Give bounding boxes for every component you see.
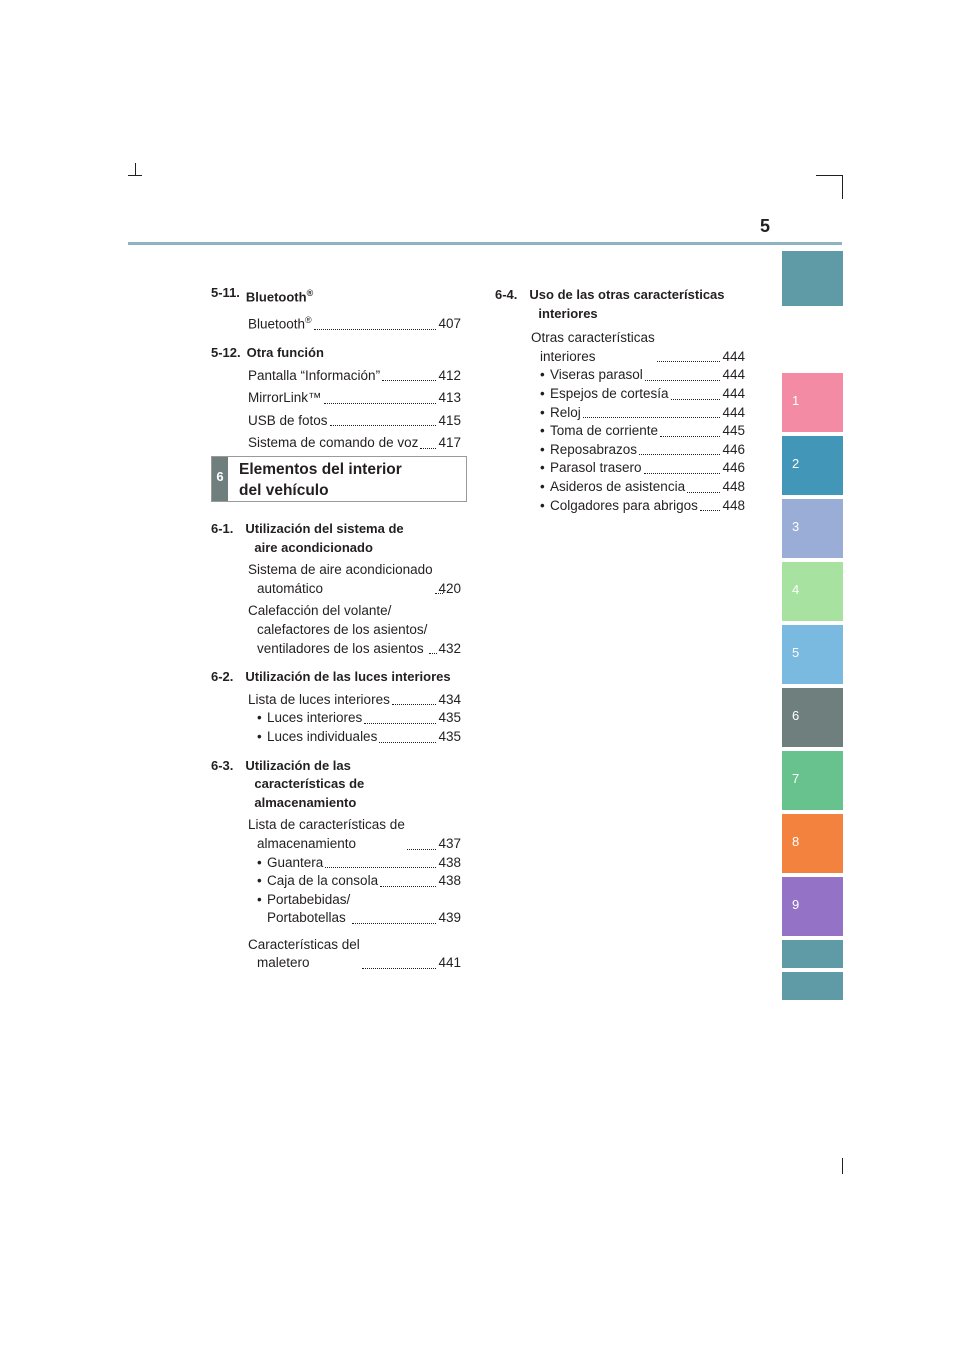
page-ref: 446 — [722, 441, 745, 457]
toc-entry[interactable]: Pantalla “Información” 412 — [211, 367, 461, 386]
page-ref: 420 — [438, 580, 461, 596]
page-ref: 413 — [438, 390, 461, 406]
section-heading — [211, 284, 461, 307]
page-ref: 432 — [438, 640, 461, 656]
page-ref: 417 — [438, 435, 461, 451]
section-number: 5-11. — [211, 285, 240, 300]
chapter-tab-toc[interactable] — [782, 251, 843, 306]
page-ref: 437 — [438, 835, 461, 851]
toc-sub-entry[interactable]: • Viseras parasol 444 — [495, 366, 745, 385]
page-ref: 438 — [438, 873, 461, 889]
section-title: Bluetooth — [245, 289, 307, 305]
toc-sub-entry[interactable]: • Espejos de cortesía 444 — [495, 385, 745, 404]
toc-sub-entry[interactable]: • Reloj 444 — [495, 404, 745, 423]
chapter-tab-5[interactable]: 5 — [782, 625, 843, 684]
section-number: 6-1. — [211, 521, 234, 536]
section-heading: 6-3. Utilización de las características de almacenamiento — [211, 757, 461, 813]
section-number: 6-4. — [495, 287, 518, 302]
section-title: Otra función — [246, 345, 324, 361]
page-ref: 444 — [722, 404, 745, 420]
registered-mark: ® — [306, 288, 314, 298]
page-ref: 407 — [438, 316, 461, 332]
page-ref: 444 — [722, 348, 745, 364]
section-title: Utilización de las luces interiores — [245, 669, 451, 685]
page-ref: 448 — [722, 478, 745, 494]
toc-entry[interactable]: Calefacción del volante/ calefactores de los asientos/ ventiladores de los asientos 432 — [211, 602, 461, 658]
page-ref: 445 — [722, 423, 745, 439]
section-heading — [211, 668, 461, 687]
toc-sub-entry[interactable]: • Portabebidas/ Portabotellas 439 — [211, 891, 461, 928]
crop-mark — [128, 175, 142, 176]
page-ref: 448 — [722, 497, 745, 513]
toc-column-right — [495, 286, 745, 515]
chapter-tab-1[interactable]: 1 — [782, 373, 843, 432]
section-heading — [211, 344, 461, 363]
page-ref: 434 — [438, 691, 461, 707]
toc-sub-entry[interactable]: • Parasol trasero 446 — [495, 459, 745, 478]
toc-column-left — [211, 284, 461, 453]
chapter-tab-2[interactable]: 2 — [782, 436, 843, 495]
page-ref: 435 — [438, 710, 461, 726]
page-ref: 415 — [438, 412, 461, 428]
toc-entry[interactable]: USB de fotos 415 — [211, 412, 461, 431]
page-ref: 444 — [722, 367, 745, 383]
toc-entry[interactable]: Sistema de aire acondicionado automático 420 — [211, 561, 461, 598]
chapter-number-badge: 6 — [212, 457, 228, 501]
toc-sub-entry[interactable]: • Reposabrazos 446 — [495, 441, 745, 460]
chapter-tab-6[interactable]: 6 — [782, 688, 843, 747]
section-number: 6-2. — [211, 669, 234, 685]
chapter-heading-box — [211, 456, 467, 502]
page-ref: 438 — [438, 854, 461, 870]
chapter-tab-3[interactable]: 3 — [782, 499, 843, 558]
toc-sub-entry[interactable]: • Luces interiores 435 — [211, 709, 461, 728]
chapter-tab-7[interactable]: 7 — [782, 751, 843, 810]
chapter-tab-8[interactable]: 8 — [782, 814, 843, 873]
chapter-title: Elementos del interior del vehículo — [239, 461, 402, 499]
page-ref: 446 — [722, 460, 745, 476]
chapter-tab-index[interactable] — [782, 940, 843, 968]
page-ref: 435 — [438, 728, 461, 744]
toc-entry[interactable]: Otras características interiores 444 — [495, 329, 745, 366]
page-ref: 412 — [438, 367, 461, 383]
section-number: 6-3. — [211, 757, 234, 773]
chapter-tab-extra[interactable] — [782, 972, 843, 1000]
crop-mark — [816, 175, 843, 176]
toc-entry[interactable]: MirrorLink™ 413 — [211, 389, 461, 408]
page-ref: 439 — [438, 910, 461, 926]
crop-mark — [135, 163, 136, 175]
toc-sub-entry[interactable]: • Guantera 438 — [211, 854, 461, 873]
toc-sub-entry[interactable]: • Colgadores para abrigos 448 — [495, 497, 745, 516]
toc-column-left-lower — [211, 520, 461, 973]
toc-sub-entry[interactable]: • Caja de la consola 438 — [211, 872, 461, 891]
page-number: 5 — [760, 216, 771, 236]
section-heading: 6-1. Utilización del sistema de aire acondicionado — [211, 520, 461, 557]
chapter-tab-4[interactable]: 4 — [782, 562, 843, 621]
toc-sub-entry[interactable]: • Toma de corriente 445 — [495, 422, 745, 441]
crop-mark — [842, 1158, 843, 1174]
toc-entry[interactable]: Características del maletero 441 — [211, 936, 461, 973]
toc-entry[interactable]: Lista de luces interiores 434 — [211, 691, 461, 710]
toc-entry[interactable]: Bluetooth® 407 — [211, 311, 461, 334]
page-ref: 441 — [438, 955, 461, 971]
section-number: 5-12. — [211, 345, 241, 361]
toc-sub-entry[interactable]: • Asideros de asistencia 448 — [495, 478, 745, 497]
section-heading: 6-4. Uso de las otras características interiores — [495, 286, 745, 323]
page-ref: 444 — [722, 385, 745, 401]
crop-mark — [842, 175, 843, 199]
chapter-tab-9[interactable]: 9 — [782, 877, 843, 936]
toc-sub-entry[interactable]: • Luces individuales 435 — [211, 728, 461, 747]
toc-entry[interactable]: Lista de características de almacenamiento 437 — [211, 816, 461, 853]
header-rule — [128, 242, 842, 245]
toc-entry[interactable]: Sistema de comando de voz 417 — [211, 434, 461, 453]
